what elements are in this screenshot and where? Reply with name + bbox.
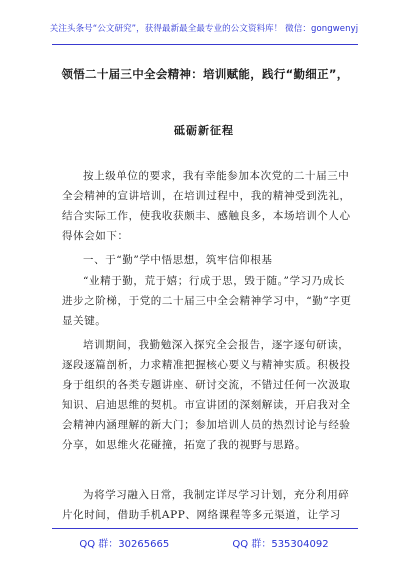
footer-qq-group-2: QQ 群：535304092 [232,539,329,550]
paragraph-training: 培训期间，我勤勉深入探究全会报告，逐字逐句研读，逐段逐篇剖析，力求精准把握核心要义与精神实质。积极投身于组织的各类专题讲座、研讨交流，不错过任何一次汲取知识、启迪思维的契机。市宣讲团的深刻解读，开启我对全会精神内涵理解的新大门；参加培训人员的热烈讨论与经验分享，如思维火花碰撞，拓宽了我的视野与思路。 [62,339,351,451]
paragraph-quote: “业精于勤，荒于嬉；行成于思，毁于随。”学习乃成长进步之阶梯，于党的二十届三中全会精神学习中，“勤”字更显关键。 [62,275,352,327]
document-title: 领悟二十届三中全会精神：培训赋能，践行“勤细正”， [61,67,349,81]
footer-qq-group-1: QQ 群：30265665 [79,539,170,550]
document-subtitle: 砥砺新征程 [174,124,234,137]
paragraph-study-plan: 为将学习融入日常，我制定详尽学习计划，充分利用碎片化时间，借助手机APP、网络课程等多元渠道，让学习 [62,489,350,521]
section-heading: 一、于“勤”学中悟思想，筑牢信仰根基 [83,254,273,266]
header-divider [52,44,358,45]
footer-divider [52,528,358,529]
paragraph-intro: 按上级单位的要求，我有幸能参加本次党的二十届三中全会精神的宣讲培训，在培训过程中，我的精神受到洗礼，结合实际工作，使我收获颇丰、感触良多，本场培训个人心得体会如下： [62,170,351,242]
header-banner: 关注头条号“公文研究”，获得最新最全最专业的公文资料库！ 微信：gongwenyj [49,24,359,34]
footer [0,535,408,550]
